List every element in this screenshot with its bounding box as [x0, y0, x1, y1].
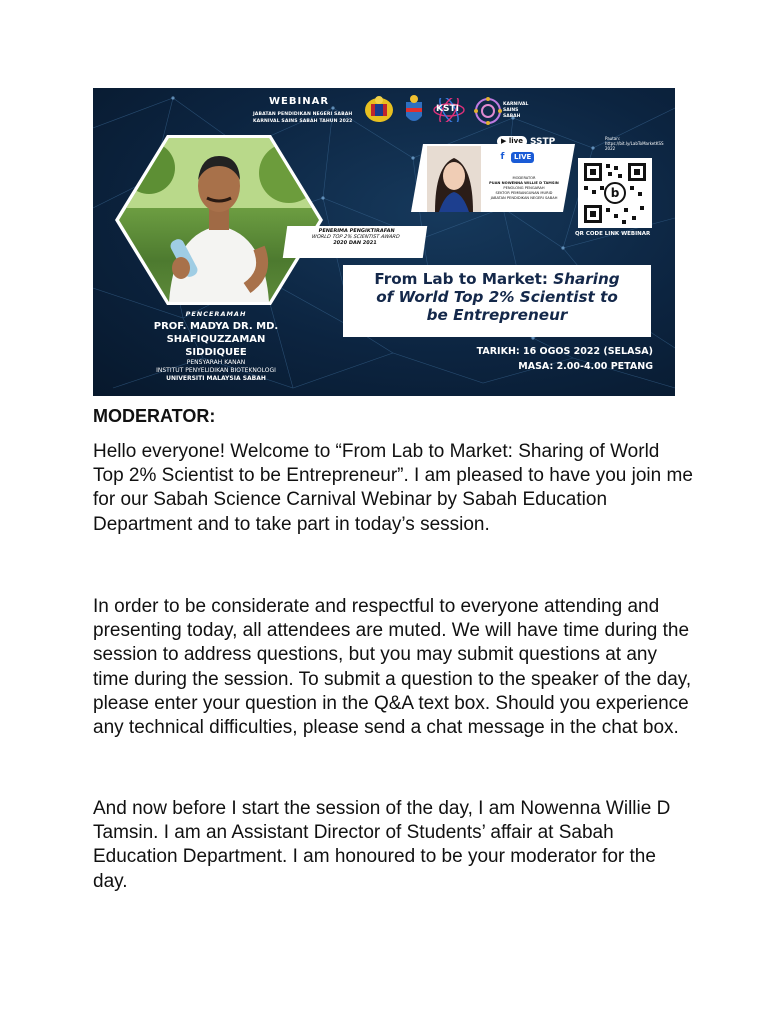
speaker-institute: INSTITUT PENYELIDIKAN BIOTEKNOLOGI — [156, 367, 276, 374]
organizer-line-2: KARNIVAL SAINS SABAH TAHUN 2022 — [253, 119, 353, 124]
moderator-label: MODERATOR — [512, 176, 536, 180]
facebook-live-badge: f LIVE KSTI — [497, 152, 560, 163]
facebook-icon: f — [497, 152, 508, 163]
speaker-name-line-2: SHAFIQUZZAMAN SIDDIQUEE — [166, 334, 266, 358]
speaker-role: PENSYARAH KANAN — [186, 359, 246, 366]
qr-code-label: QR CODE LINK WEBINAR — [575, 231, 651, 237]
speaker-university: UNIVERSITI MALAYSIA SABAH — [166, 375, 266, 382]
moderator-info — [483, 176, 565, 201]
moderator-role-3: JABATAN PENDIDIKAN NEGERI SABAH — [490, 196, 558, 200]
webinar-link: Pautan: https://bit.ly/LabToMarketKSS 2022 — [605, 136, 664, 151]
speaker-info — [141, 320, 291, 383]
moderator-figure-icon — [427, 146, 481, 212]
moderator-heading: MODERATOR: — [93, 406, 216, 426]
sabah-crest-logo — [402, 94, 426, 128]
speaker-label: PENCERAMAH — [185, 310, 247, 318]
qr-code-icon — [578, 158, 652, 228]
qr-code — [578, 158, 652, 228]
karnival-sains-text: KARNIVAL SAINS SABAH — [503, 102, 529, 119]
title-line-1-italic: Sharing — [553, 270, 620, 288]
ksti-logo: KSTI — [432, 98, 466, 122]
speaker-name-line-1: PROF. MADYA DR. MD. — [153, 321, 279, 332]
moderator-name: PUAN NOWENNA WILLIE D TAMSIN — [489, 181, 559, 185]
housekeeping-paragraph: In order to be considerate and respectful to everyone attending and presenting today, all attendees are muted. We will have time during the session to address questions, but you may submit questions at any time during the session. To submit a question to the speaker of the day, please enter your question in the Q&A text box. Should you experience any technical difficulties, please send a chat message in the chat box. — [93, 596, 692, 739]
moderator-photo — [427, 146, 481, 212]
title-line-1: From Lab to Market: — [374, 270, 554, 288]
svg-text:b: b — [610, 186, 620, 200]
webinar-title-box — [343, 265, 651, 337]
moderator-role-1: PENOLONG PENGARAH — [503, 186, 545, 190]
title-line-2: of World Top 2% Scientist to — [376, 288, 618, 306]
title-line-3: be Entrepreneur — [426, 306, 568, 324]
award-ribbon: PENERIMA PENGIKTIRAFAN WORLD TOP 2% SCIENTIST AWARD 2020 DAN 2021 — [283, 226, 427, 258]
moderator-intro-paragraph: And now before I start the session of the day, I am Nowenna Willie D Tamsin. I am an Assistant Director of Students’ affair at Sabah Education Department. I am honoured to be your moderator for the day. — [93, 798, 671, 892]
organizer-line-1: JABATAN PENDIDIKAN NEGERI SABAH — [253, 112, 353, 117]
webinar-label: WEBINAR — [269, 96, 330, 107]
webinar-banner — [93, 88, 675, 396]
moderator-role-2: SEKTOR PEMBANGUNAN MURID — [495, 191, 553, 195]
youtube-icon: ▶ live — [497, 136, 527, 147]
youtube-live-badge: ▶ live SSTP — [497, 136, 555, 147]
event-date: TARIKH: 16 OGOS 2022 (SELASA) — [476, 346, 653, 357]
karnival-sains-logo — [474, 97, 502, 125]
intro-paragraph: Hello everyone! Welcome to “From Lab to Market: Sharing of World Top 2% Scientist to be Entrepreneur”. I am pleased to have you join me for our Sabah Science Carnival Webinar by Sabah Education Department and to take part in today’s session. — [93, 441, 693, 535]
malaysia-crest-logo — [361, 94, 397, 126]
event-time: MASA: 2.00-4.00 PETANG — [518, 361, 653, 372]
